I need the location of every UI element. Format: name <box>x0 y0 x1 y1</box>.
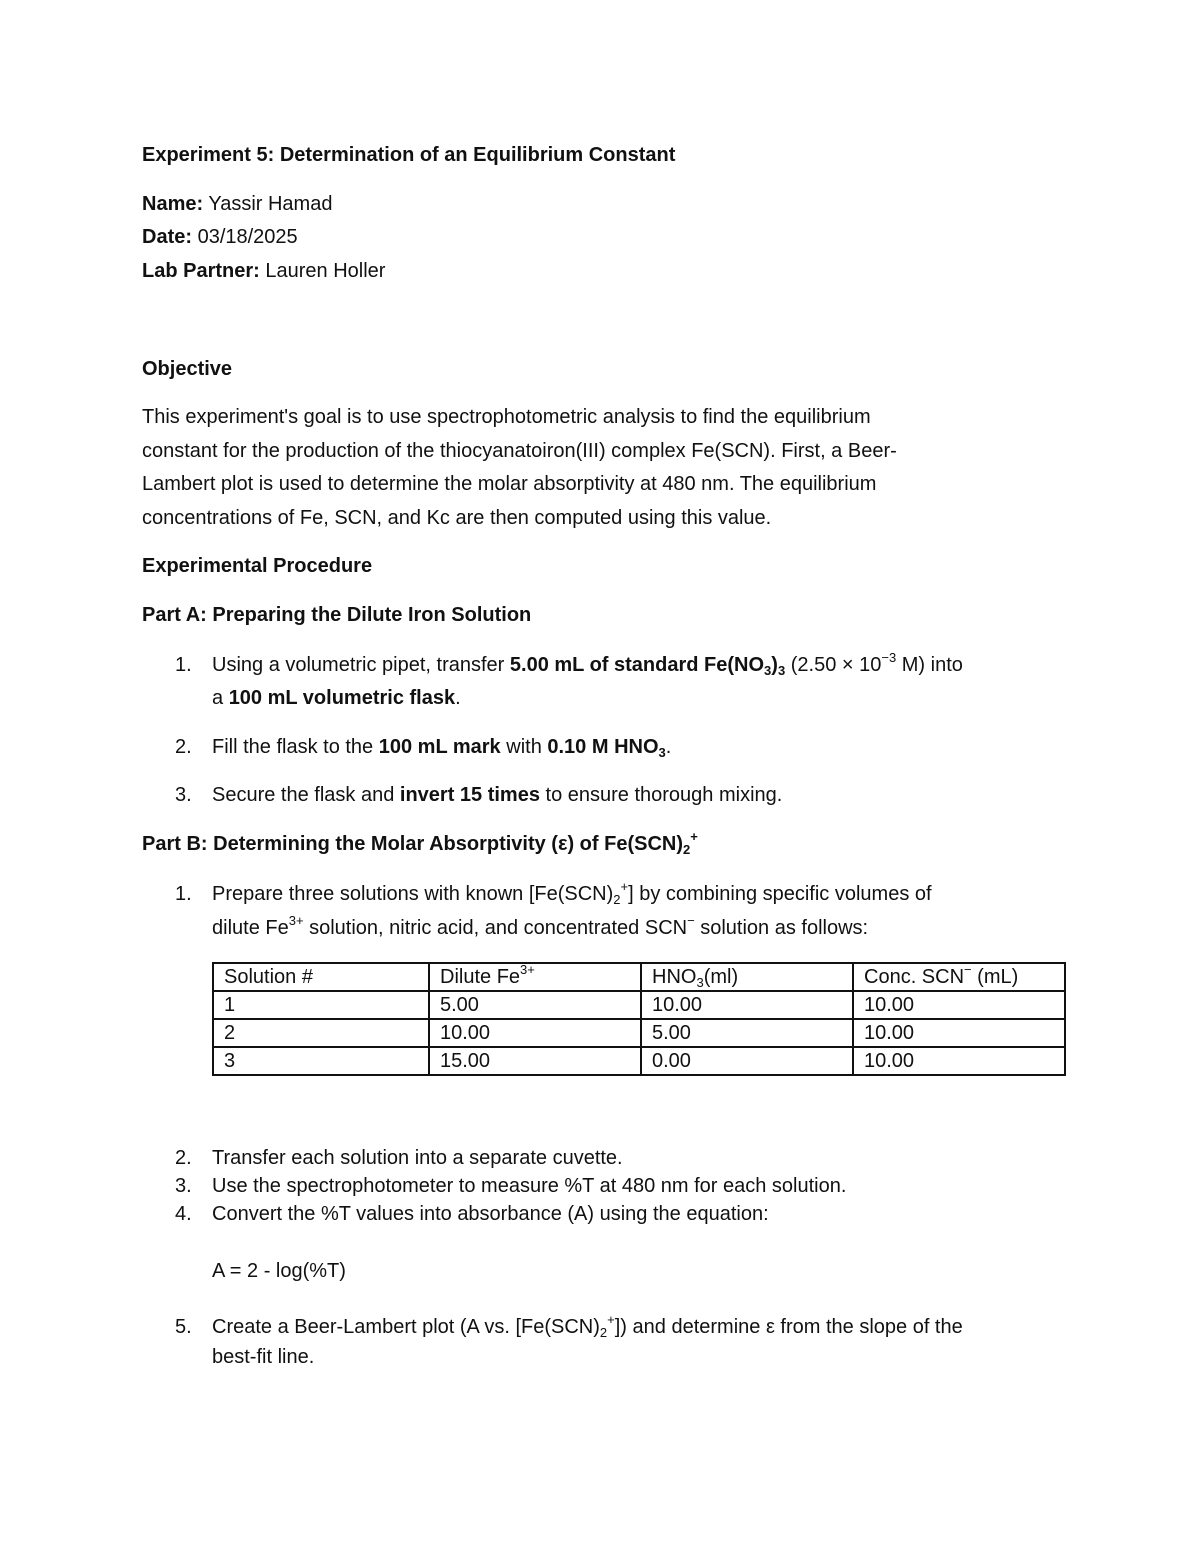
table-header-cell: Solution # <box>213 963 429 991</box>
table-cell: 5.00 <box>429 991 641 1019</box>
table-cell: 10.00 <box>853 1019 1065 1047</box>
table-header-cell: Dilute $Fe^{3+}$ <box>429 963 641 991</box>
table-cell: 10.00 <box>853 1047 1065 1075</box>
objective-line-4: concentrations of Fe, SCN, and Kc are then computed using this value. <box>142 507 772 529</box>
document-page: Experiment 5: Determination of an Equilibrium Constant Name: Yassir Hamad Date: 03/18/2025 Lab Partner: Lauren Holler Objective This experiment's goal is to use spectrophotometric analysis to find the equilibrium constant for the production of the thiocyanatoiron(III) complex Fe(SCN). First, a Beer- Lambert plot is used to determine the molar absorptivity at 480 nm. The equilibrium concentrations of Fe, SCN, and Kc are then computed using this value. Experimental Procedure Part A: Preparing the Dilute Iron Solution 1. Using a volumetric pipet, transfer 5.00 mL of standard $Fe(NO_3)_3$ ($2.50 \times 10^{-3}$ M) into a 100 mL volumetric flask. 2. Fill the flask to the 100 mL mark with 0.10 M $HNO_3$. 3. Secure the flask and invert 15 times to ensure thorough mixing. Part B: Determining the Molar Absorptivity (ε) of $Fe(SCN)_2^+$ 1. Prepare three solutions with known $[Fe(SCN)_2^+]$ by combining specific volumes of dilute $Fe^{3+}$ solution, nitric acid, and concentrated SCN− solution as follows: Solution # Dilute $Fe^{3+}$ $HNO_3(ml)$ Conc. SCN− (mL) 1 5.00 10.00 10.00 2 10.00 5.00 10.00 3 15.00 0.00 10.00 2. Transfer each solution into a separate cuvette. 3. Use the spectrophotometer to measure %T at 480 nm for each solution. 4. Convert the %T values into absorbance (A) using the equation: A = 2 - log(%T) 5. Create a Beer-Lambert plot (A vs. $[Fe(SCN)_2^+]$) and determine ε from the slope of the best-fit line. <box>0 0 1200 1553</box>
name-label: Name: <box>142 193 204 215</box>
step-text: Convert the %T values into absorbance (A) using the equation: <box>212 1203 769 1225</box>
objective-line-1: This experiment's goal is to use spectrophotometric analysis to find the equilibrium <box>142 406 871 428</box>
name-line <box>142 193 332 216</box>
table-cell: 5.00 <box>641 1019 853 1047</box>
step-number: 4. <box>175 1203 192 1225</box>
table-cell: 1 <box>213 991 429 1019</box>
part-b-step-1-line-2: dilute $Fe^{3+}$ solution, nitric acid, and concentrated SCN− solution as follows: <box>212 913 869 939</box>
table-header-cell: Conc. SCN− (mL) <box>853 963 1065 991</box>
lab-partner-value: Lauren Holler <box>265 260 386 282</box>
absorbance-equation: A = 2 - log(%T) <box>212 1260 346 1282</box>
table-header-cell: $HNO_3(ml)$ <box>641 963 853 991</box>
part-a-heading: Part A: Preparing the Dilute Iron Solution <box>142 604 532 626</box>
table-cell: 0.00 <box>641 1047 853 1075</box>
table-row <box>213 1019 1065 1047</box>
solutions-table <box>212 962 1066 1076</box>
table-cell: 10.00 <box>429 1019 641 1047</box>
step-text: Transfer each solution into a separate cuvette. <box>212 1147 623 1169</box>
document-title: Experiment 5: Determination of an Equilibrium Constant <box>142 144 676 166</box>
table-row <box>213 991 1065 1019</box>
part-b-step-5-line-2: best-fit line. <box>212 1346 315 1368</box>
step-number: 2. <box>175 1147 192 1169</box>
table-cell: 10.00 <box>853 991 1065 1019</box>
objective-heading: Objective <box>142 358 233 380</box>
date-value: 03/18/2025 <box>197 226 298 248</box>
part-a-step-1-line-2: a 100 mL volumetric flask. <box>212 687 461 709</box>
lab-partner-label: Lab Partner: <box>142 260 260 282</box>
step-number: 2. <box>175 736 192 758</box>
step-number: 1. <box>175 654 192 676</box>
table-cell: 2 <box>213 1019 429 1047</box>
table-row <box>213 1047 1065 1075</box>
table-cell: 10.00 <box>641 991 853 1019</box>
lab-partner-line <box>142 260 385 283</box>
objective-line-3: Lambert plot is used to determine the molar absorptivity at 480 nm. The equilibrium <box>142 473 877 495</box>
date-line <box>142 226 298 249</box>
table-cell: 15.00 <box>429 1047 641 1075</box>
step-number: 3. <box>175 1175 192 1197</box>
objective-line-2: constant for the production of the thiocyanatoiron(III) complex Fe(SCN). First, a Beer- <box>142 440 897 462</box>
part-b-heading: Part B: Determining the Molar Absorptivity (ε) of $Fe(SCN)_2^+$ <box>142 829 698 857</box>
table-cell: 3 <box>213 1047 429 1075</box>
step-text: Use the spectrophotometer to measure %T at 480 nm for each solution. <box>212 1175 847 1197</box>
name-value: Yassir Hamad <box>208 193 333 215</box>
date-label: Date: <box>142 226 193 248</box>
step-number: 1. <box>175 883 192 905</box>
step-number: 3. <box>175 784 192 806</box>
procedure-heading: Experimental Procedure <box>142 555 373 577</box>
table-header-row <box>213 963 1065 991</box>
step-number: 5. <box>175 1316 192 1338</box>
